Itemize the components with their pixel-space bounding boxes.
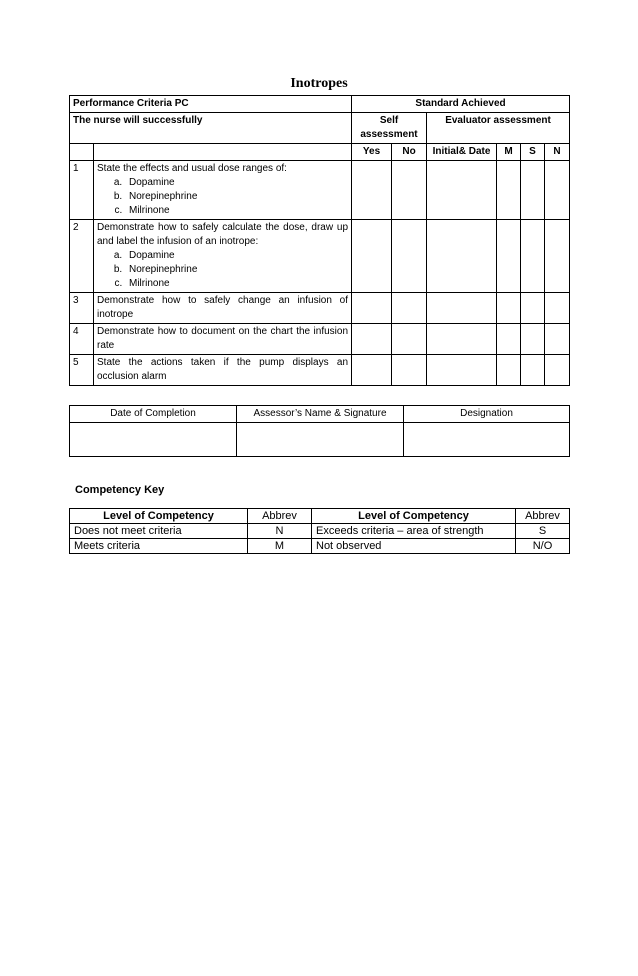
row-number: 5	[70, 355, 94, 386]
criteria-text: Demonstrate how to document on the chart the infusion rate	[94, 324, 352, 355]
level-abbrev: N	[248, 524, 312, 539]
level-label: Not observed	[312, 539, 516, 554]
row-number: 1	[70, 161, 94, 220]
yes-cell[interactable]	[352, 220, 392, 293]
criteria-text-cell	[94, 220, 352, 293]
designation-field[interactable]	[404, 423, 570, 457]
criteria-row	[70, 220, 570, 293]
no-cell[interactable]	[392, 355, 427, 386]
row-number: 4	[70, 324, 94, 355]
m-cell[interactable]	[497, 161, 521, 220]
n-cell[interactable]	[545, 161, 570, 220]
yes-cell[interactable]	[352, 355, 392, 386]
criteria-text: State the actions taken if the pump displays an occlusion alarm	[94, 355, 352, 386]
criteria-row	[70, 293, 570, 324]
criteria-row	[70, 161, 570, 220]
m-cell[interactable]	[497, 220, 521, 293]
date-of-completion-field[interactable]	[70, 423, 237, 457]
empty-cell	[94, 144, 352, 161]
header-level-of-competency: Level of Competency	[70, 509, 248, 524]
sub-item: a. Dopamine	[125, 249, 348, 263]
header-yes: Yes	[352, 144, 392, 161]
header-self-assessment: Self assessment	[352, 113, 427, 144]
header-date-of-completion: Date of Completion	[70, 406, 237, 423]
m-cell[interactable]	[497, 355, 521, 386]
level-abbrev: N/O	[516, 539, 570, 554]
m-cell[interactable]	[497, 293, 521, 324]
criteria-text-cell	[94, 161, 352, 220]
header-performance-criteria: Performance Criteria PC	[70, 96, 352, 113]
s-cell[interactable]	[521, 355, 545, 386]
level-abbrev: S	[516, 524, 570, 539]
initial-date-cell[interactable]	[427, 161, 497, 220]
n-cell[interactable]	[545, 355, 570, 386]
s-cell[interactable]	[521, 220, 545, 293]
assessor-signature-field[interactable]	[237, 423, 404, 457]
sub-list	[97, 176, 348, 218]
initial-date-cell[interactable]	[427, 220, 497, 293]
page-title: Inotropes	[290, 76, 348, 91]
header-n: N	[545, 144, 570, 161]
empty-cell	[70, 144, 94, 161]
row-number: 2	[70, 220, 94, 293]
sub-item: b. Norepinephrine	[125, 263, 348, 277]
criteria-text: Demonstrate how to safely calculate the dose, draw up and label the infusion of an inotrope:	[97, 222, 349, 247]
row-number: 3	[70, 293, 94, 324]
header-s: S	[521, 144, 545, 161]
sub-item: b. Norepinephrine	[125, 190, 348, 204]
yes-cell[interactable]	[352, 161, 392, 220]
m-cell[interactable]	[497, 324, 521, 355]
key-row	[70, 524, 570, 539]
header-level-of-competency: Level of Competency	[312, 509, 516, 524]
criteria-row	[70, 355, 570, 386]
initial-date-cell[interactable]	[427, 293, 497, 324]
initial-date-cell[interactable]	[427, 355, 497, 386]
header-designation: Designation	[404, 406, 570, 423]
level-label: Exceeds criteria – area of strength	[312, 524, 516, 539]
n-cell[interactable]	[545, 324, 570, 355]
sub-item: a. Dopamine	[125, 176, 348, 190]
header-initial-date: Initial& Date	[427, 144, 497, 161]
performance-criteria-table	[69, 95, 570, 386]
s-cell[interactable]	[521, 293, 545, 324]
level-label: Meets criteria	[70, 539, 248, 554]
header-m: M	[497, 144, 521, 161]
criteria-row	[70, 324, 570, 355]
criteria-text: State the effects and usual dose ranges of:	[97, 163, 287, 174]
sub-item: c. Milrinone	[125, 204, 348, 218]
no-cell[interactable]	[392, 220, 427, 293]
header-abbrev: Abbrev	[516, 509, 570, 524]
initial-date-cell[interactable]	[427, 324, 497, 355]
yes-cell[interactable]	[352, 293, 392, 324]
level-abbrev: M	[248, 539, 312, 554]
no-cell[interactable]	[392, 161, 427, 220]
s-cell[interactable]	[521, 324, 545, 355]
key-row	[70, 539, 570, 554]
no-cell[interactable]	[392, 324, 427, 355]
subheader-nurse: The nurse will successfully	[70, 113, 352, 144]
completion-table	[69, 405, 570, 457]
competency-key-table	[69, 508, 570, 554]
no-cell[interactable]	[392, 293, 427, 324]
n-cell[interactable]	[545, 293, 570, 324]
header-assessor-name-signature: Assessor’s Name & Signature	[237, 406, 404, 423]
header-evaluator-assessment: Evaluator assessment	[427, 113, 570, 144]
sub-item: c. Milrinone	[125, 277, 348, 291]
s-cell[interactable]	[521, 161, 545, 220]
header-standard-achieved: Standard Achieved	[352, 96, 570, 113]
yes-cell[interactable]	[352, 324, 392, 355]
n-cell[interactable]	[545, 220, 570, 293]
criteria-text: Demonstrate how to safely change an infusion of inotrope	[94, 293, 352, 324]
competency-key-title: Competency Key	[75, 484, 165, 496]
header-abbrev: Abbrev	[248, 509, 312, 524]
header-no: No	[392, 144, 427, 161]
level-label: Does not meet criteria	[70, 524, 248, 539]
sub-list	[97, 249, 348, 291]
